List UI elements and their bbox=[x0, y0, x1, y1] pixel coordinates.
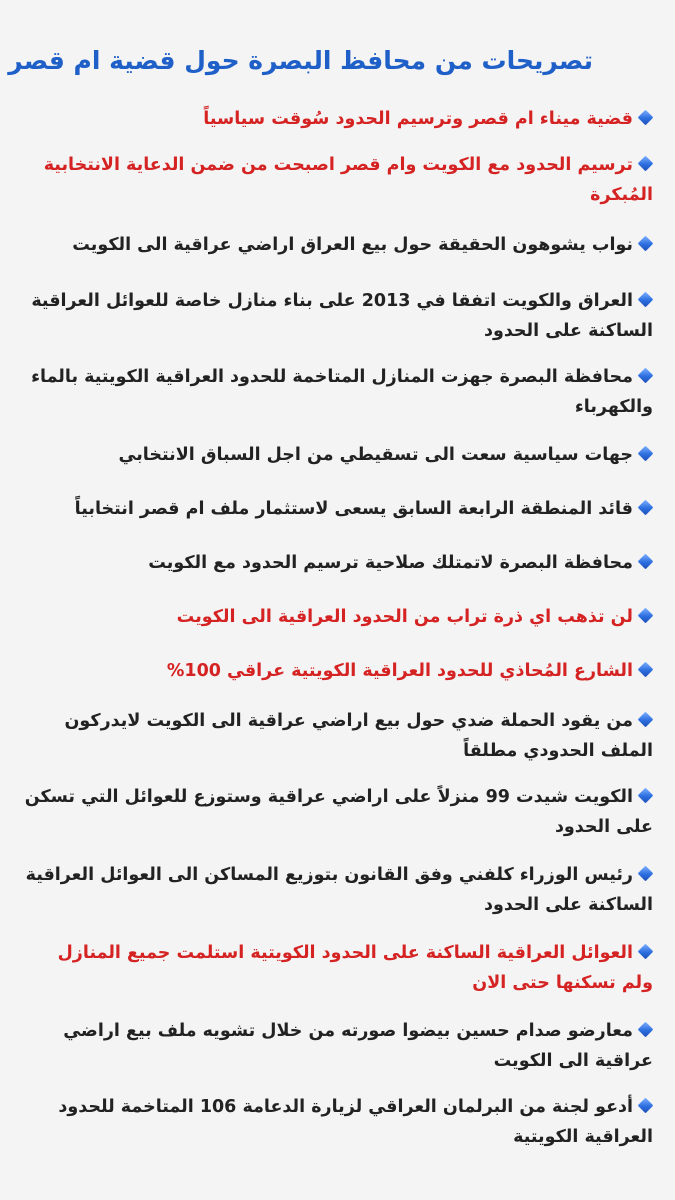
blue-diamond-icon bbox=[638, 368, 654, 384]
statement-item bbox=[22, 230, 653, 260]
statement-text: لن تذهب اي ذرة تراب من الحدود العراقية الى الكويت bbox=[176, 607, 633, 627]
statement-item bbox=[22, 656, 653, 686]
statement-text: نواب يشوهون الحقيقة حول بيع العراق اراضي عراقية الى الكويت bbox=[72, 235, 633, 255]
blue-diamond-icon bbox=[638, 1022, 654, 1038]
statement-item bbox=[22, 938, 653, 998]
blue-diamond-icon bbox=[638, 788, 654, 804]
statement-text: العوائل العراقية الساكنة على الحدود الكويتية استلمت جميع المنازل ولم تسكنها حتى الان bbox=[57, 943, 653, 993]
blue-diamond-icon bbox=[638, 292, 654, 308]
blue-diamond-icon bbox=[638, 608, 654, 624]
statement-item bbox=[22, 362, 653, 422]
blue-diamond-icon bbox=[638, 662, 654, 678]
statement-item bbox=[22, 1092, 653, 1152]
statement-item bbox=[22, 548, 653, 578]
statement-text: قضية ميناء ام قصر وترسيم الحدود سُوقت سياسياً bbox=[203, 109, 633, 129]
statement-text: جهات سياسية سعت الى تسقيطي من اجل السباق الانتخابي bbox=[118, 445, 633, 465]
statement-text: معارضو صدام حسين بيضوا صورته من خلال تشويه ملف بيع اراضي عراقية الى الكويت bbox=[63, 1021, 653, 1071]
statement-text: العراق والكويت اتفقا في 2013 على بناء منازل خاصة للعوائل العراقية الساكنة على الحدود bbox=[31, 291, 653, 341]
statement-text: ترسيم الحدود مع الكويت وام قصر اصبحت من ضمن الدعاية الانتخابية المُبكرة bbox=[43, 155, 653, 205]
statement-item bbox=[22, 860, 653, 920]
statement-item bbox=[22, 782, 653, 842]
page-title: تصريحات من محافظ البصرة حول قضية ام قصر bbox=[8, 46, 593, 75]
blue-diamond-icon bbox=[638, 500, 654, 516]
statement-text: من يقود الحملة ضدي حول بيع اراضي عراقية الى الكويت لايدركون الملف الحدودي مطلقاً bbox=[64, 711, 653, 761]
blue-diamond-icon bbox=[638, 1098, 654, 1114]
blue-diamond-icon bbox=[638, 110, 654, 126]
statement-item bbox=[22, 494, 653, 524]
statement-item bbox=[22, 440, 653, 470]
statement-text: محافظة البصرة جهزت المنازل المتاخمة للحدود العراقية الكويتية بالماء والكهرباء bbox=[31, 367, 653, 417]
blue-diamond-icon bbox=[638, 866, 654, 882]
statement-item bbox=[22, 1016, 653, 1076]
statement-item bbox=[22, 706, 653, 766]
blue-diamond-icon bbox=[638, 446, 654, 462]
statement-text: الشارع المُحاذي للحدود العراقية الكويتية عراقي 100% bbox=[166, 661, 633, 681]
statement-item bbox=[22, 104, 653, 134]
blue-diamond-icon bbox=[638, 236, 654, 252]
statement-item bbox=[22, 150, 653, 210]
statement-text: محافظة البصرة لاتمتلك صلاحية ترسيم الحدود مع الكويت bbox=[148, 553, 633, 573]
blue-diamond-icon bbox=[638, 554, 654, 570]
blue-diamond-icon bbox=[638, 944, 654, 960]
blue-diamond-icon bbox=[638, 712, 654, 728]
statement-text: الكويت شيدت 99 منزلاً على اراضي عراقية وستوزع للعوائل التي تسكن على الحدود bbox=[24, 787, 653, 837]
statement-text: رئيس الوزراء كلفني وفق القانون بتوزيع المساكن الى العوائل العراقية الساكنة على الحدود bbox=[25, 865, 653, 915]
statement-item bbox=[22, 286, 653, 346]
statement-text: أدعو لجنة من البرلمان العراقي لزيارة الدعامة 106 المتاخمة للحدود العراقية الكويتية bbox=[58, 1097, 653, 1147]
statement-text: قائد المنطقة الرابعة السابق يسعى لاستثمار ملف ام قصر انتخابياً bbox=[74, 499, 633, 519]
statement-item bbox=[22, 602, 653, 632]
blue-diamond-icon bbox=[638, 156, 654, 172]
